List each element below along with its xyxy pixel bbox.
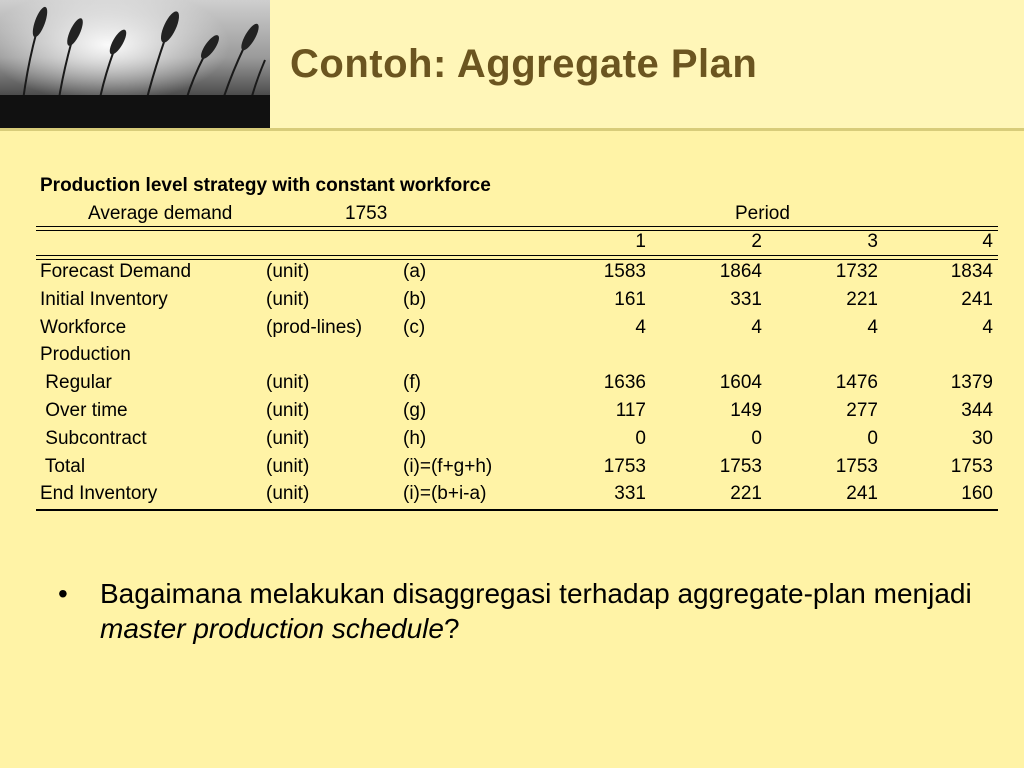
table-row (0, 456, 1024, 484)
row-formula: (i)=(f+g+h) (403, 455, 493, 477)
row-formula: (g) (403, 400, 427, 421)
row-value-period-4: 1753 (950, 455, 993, 477)
row-unit: (unit) (266, 288, 310, 310)
table-row (0, 372, 1024, 400)
row-value-period-4: 1834 (950, 261, 993, 282)
row-value-period-4: 241 (961, 288, 993, 310)
row-value-period-1: 1753 (603, 455, 646, 477)
row-value-period-4: 30 (971, 427, 993, 449)
row-value-period-3: 1732 (835, 261, 878, 282)
table-bottom-rule (36, 509, 998, 511)
average-demand-label: Average demand (88, 203, 233, 224)
table-row (0, 428, 1024, 456)
table-row (0, 261, 1024, 289)
bullet-text (100, 576, 988, 646)
row-value-period-3: 241 (846, 483, 878, 505)
row-value-period-1: 4 (635, 316, 646, 338)
row-formula: (b) (403, 288, 427, 310)
row-value-period-3: 1476 (835, 372, 878, 394)
row-value-period-1: 0 (635, 427, 646, 449)
period-2: 2 (751, 231, 762, 252)
period-label: Period (735, 203, 790, 224)
average-demand-value: 1753 (345, 203, 388, 224)
row-name: Total (40, 455, 86, 477)
row-unit: (prod-lines) (266, 316, 363, 338)
row-name: Subcontract (40, 427, 147, 449)
row-value-period-3: 1753 (835, 455, 878, 477)
bullet-text-end: ? (443, 613, 460, 644)
row-value-period-2: 4 (751, 316, 762, 338)
row-value-period-2: 1864 (719, 261, 762, 282)
row-value-period-1: 1583 (603, 261, 646, 282)
row-formula: (f) (403, 372, 421, 394)
row-unit: (unit) (266, 400, 310, 421)
period-4: 4 (982, 231, 993, 252)
wheat-field-photo (0, 0, 270, 128)
row-name: Regular (40, 372, 112, 394)
row-value-period-2: 149 (730, 400, 762, 421)
row-value-period-3: 221 (846, 288, 878, 310)
row-value-period-3: 4 (867, 316, 878, 338)
row-name: Production (40, 344, 131, 366)
row-value-period-4: 1379 (950, 372, 993, 394)
row-formula: (i)=(b+i-a) (403, 483, 487, 505)
bullet-point (58, 576, 988, 646)
row-value-period-2: 1604 (719, 372, 762, 394)
row-unit: (unit) (266, 455, 310, 477)
row-value-period-2: 1753 (719, 455, 762, 477)
table-row (0, 483, 1024, 511)
row-formula: (c) (403, 316, 426, 338)
row-name: Over time (40, 400, 128, 421)
row-value-period-1: 1636 (603, 372, 646, 394)
table-header-rule (36, 255, 998, 260)
table-row (0, 344, 1024, 372)
row-name: End Inventory (40, 483, 158, 505)
row-value-period-2: 0 (751, 427, 762, 449)
row-unit: (unit) (266, 483, 310, 505)
row-value-period-3: 277 (846, 400, 878, 421)
row-value-period-1: 117 (615, 400, 646, 421)
row-unit: (unit) (266, 261, 310, 282)
row-value-period-2: 331 (730, 288, 762, 310)
row-value-period-4: 344 (961, 400, 993, 421)
table-row (0, 317, 1024, 345)
row-value-period-1: 331 (614, 483, 646, 505)
table-title: Production level strategy with constant workforce (40, 175, 491, 196)
period-3: 3 (867, 231, 878, 252)
row-value-period-4: 4 (982, 316, 993, 338)
row-value-period-4: 160 (961, 483, 993, 505)
row-unit: (unit) (266, 372, 310, 394)
header-divider (0, 128, 1024, 131)
row-value-period-2: 221 (730, 483, 762, 505)
bullet-text-italic: master production schedule (100, 613, 444, 644)
row-value-period-1: 161 (614, 288, 646, 310)
table-row (0, 289, 1024, 317)
row-name: Initial Inventory (40, 288, 168, 310)
table-row (0, 400, 1024, 428)
row-formula: (a) (403, 261, 427, 282)
row-value-period-3: 0 (867, 427, 878, 449)
wheat-photo (0, 0, 270, 128)
bullet-text-main: Bagaimana melakukan disaggregasi terhadap aggregate-plan menjadi (100, 578, 972, 609)
row-unit: (unit) (266, 427, 310, 449)
row-name: Forecast Demand (40, 261, 192, 282)
period-1: 1 (635, 231, 646, 252)
bullet-marker: • (58, 578, 68, 609)
row-name: Workforce (40, 316, 127, 338)
slide-title: Contoh: Aggregate Plan (290, 42, 758, 86)
row-formula: (h) (403, 427, 427, 449)
